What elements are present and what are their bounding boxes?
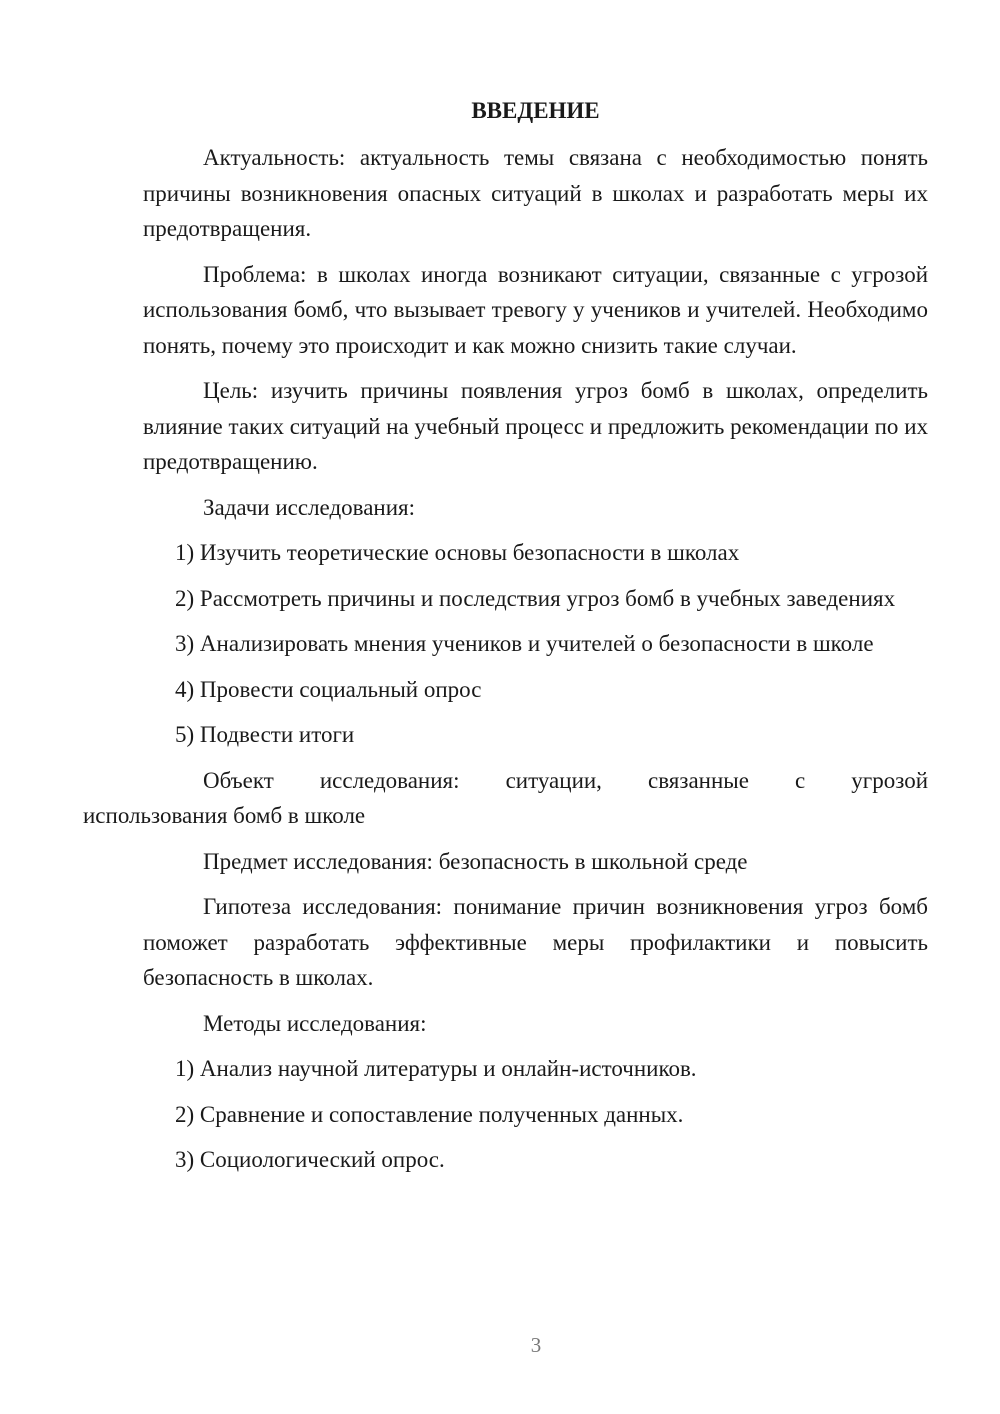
page-number: 3 — [530, 1333, 542, 1357]
tasks-heading: Задачи исследования: — [203, 494, 416, 520]
method-item-1: 1) Анализ научной литературы и онлайн-источников. — [175, 1056, 697, 1081]
task-item-4: 4) Провести социальный опрос — [175, 676, 482, 702]
object-line-1: Объект исследования: ситуации, связанные с угрозой — [203, 767, 928, 793]
relevance-paragraph: Актуальность: актуальность темы связана с необходимостью понять причины возникновения опасных ситуаций в школах и разработать меры их предотвращения. — [143, 145, 928, 241]
goal-paragraph: Цель: изучить причины появления угроз бомб в школах, определить влияние таких ситуаций на учебный процесс и предложить рекомендации по их предотвращению. — [143, 378, 928, 474]
task-item-5: 5) Подвести итоги — [175, 722, 355, 747]
task-item-2: 2) Рассмотреть причины и последствия угроз бомб в учебных заведениях — [175, 585, 896, 611]
task-item-1: 1) Изучить теоретические основы безопасности в школах — [175, 540, 740, 565]
object-paragraph — [83, 763, 928, 834]
problem-paragraph: Проблема: в школах иногда возникают ситуации, связанные с угрозой использования бомб, что вызывает тревогу у учеников и учителей. Необходимо понять, почему это происходит и как можно снизить такие случаи. — [143, 261, 928, 358]
page-title: ВВЕДЕНИЕ — [471, 98, 600, 123]
subject-paragraph: Предмет исследования: безопасность в школьной среде — [203, 848, 748, 874]
method-item-3: 3) Социологический опрос. — [175, 1147, 445, 1172]
method-item-2: 2) Сравнение и сопоставление полученных данных. — [175, 1101, 684, 1127]
document-page — [83, 95, 928, 1188]
object-line-2: использования бомб в школе — [83, 803, 366, 828]
methods-heading: Методы исследования: — [203, 1010, 427, 1036]
task-item-3: 3) Анализировать мнения учеников и учителей о безопасности в школе — [175, 631, 874, 656]
hypothesis-paragraph: Гипотеза исследования: понимание причин возникновения угроз бомб поможет разработать эффективные меры профилактики и повысить безопасность в школах. — [143, 894, 928, 990]
